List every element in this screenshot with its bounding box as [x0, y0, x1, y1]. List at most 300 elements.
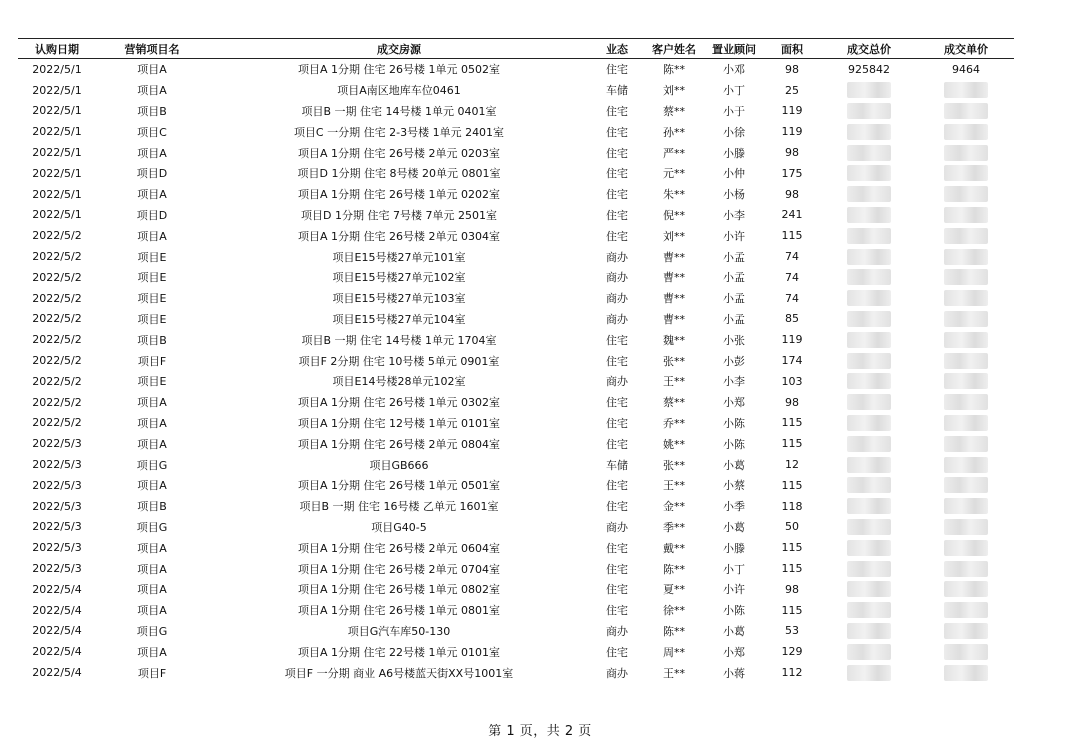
- cell-date: 2022/5/1: [32, 208, 82, 222]
- cell-agent: 小滕: [723, 541, 745, 555]
- cell-unit: 项目A 1分期 住宅 26号楼 1单元 0801室: [298, 604, 500, 618]
- table-row: [18, 205, 1014, 226]
- redacted-value: [847, 415, 891, 431]
- table-row: [18, 537, 1014, 558]
- cell-agent: 小蔡: [723, 479, 745, 493]
- cell-total: [820, 121, 918, 142]
- redacted-value: [847, 540, 891, 556]
- cell-area: 115: [781, 229, 803, 243]
- table-row: [18, 142, 1014, 163]
- cell-type: 住宅: [606, 479, 628, 493]
- cell-unit: 项目B 一期 住宅 14号楼 1单元 0401室: [301, 104, 497, 118]
- redacted-value: [944, 353, 988, 369]
- redacted-value: [847, 519, 891, 535]
- header-customer: 客户姓名: [644, 39, 704, 59]
- cell-total: [820, 350, 918, 371]
- table-row: [18, 329, 1014, 350]
- cell-unit: 项目A 1分期 住宅 26号楼 1单元 0502室: [298, 63, 500, 77]
- cell-date: 2022/5/3: [32, 562, 82, 576]
- cell-unit: 项目GB666: [369, 458, 429, 472]
- cell-date: 2022/5/4: [32, 603, 82, 617]
- cell-date: 2022/5/2: [32, 250, 82, 264]
- sales-table: [18, 38, 1014, 683]
- cell-date: 2022/5/1: [32, 62, 82, 76]
- cell-agent: 小张: [723, 333, 745, 347]
- cell-customer: 王**: [663, 666, 685, 680]
- redacted-value: [847, 665, 891, 681]
- cell-date: 2022/5/1: [32, 187, 82, 201]
- cell-type: 住宅: [606, 583, 628, 597]
- cell-type: 商办: [606, 624, 628, 638]
- cell-unit: 项目A南区地库车位0461: [337, 84, 461, 98]
- redacted-value: [944, 124, 988, 140]
- cell-date: 2022/5/2: [32, 416, 82, 430]
- cell-price: [918, 163, 1014, 184]
- cell-project: 项目B: [137, 104, 167, 118]
- cell-customer: 王**: [663, 479, 685, 493]
- redacted-value: [847, 602, 891, 618]
- cell-customer: 陈**: [663, 624, 685, 638]
- cell-unit: 项目F 一分期 商业 A6号楼蓝天街XX号1001室: [284, 666, 514, 680]
- cell-type: 住宅: [606, 541, 628, 555]
- redacted-value: [847, 581, 891, 597]
- cell-customer: 夏**: [663, 583, 685, 597]
- table-row: [18, 662, 1014, 683]
- cell-total: [820, 413, 918, 434]
- cell-price: [918, 329, 1014, 350]
- cell-type: 住宅: [606, 604, 628, 618]
- cell-total: [820, 600, 918, 621]
- redacted-value: [847, 290, 891, 306]
- cell-project: 项目A: [137, 541, 167, 555]
- cell-unit: 项目E14号楼28单元102室: [332, 375, 466, 389]
- cell-price: [918, 288, 1014, 309]
- cell-project: 项目B: [137, 500, 167, 514]
- cell-total: [820, 225, 918, 246]
- cell-price: [918, 350, 1014, 371]
- cell-total: [820, 662, 918, 683]
- redacted-value: [944, 477, 988, 493]
- cell-total: [820, 496, 918, 517]
- redacted-value: [944, 82, 988, 98]
- cell-price: [918, 246, 1014, 267]
- cell-unit: 项目E15号楼27单元102室: [332, 271, 466, 285]
- cell-area: 112: [781, 666, 803, 679]
- cell-date: 2022/5/1: [32, 83, 82, 97]
- cell-price: [918, 621, 1014, 642]
- cell-price: [918, 142, 1014, 163]
- cell-price: [918, 392, 1014, 413]
- cell-area: 74: [785, 291, 799, 305]
- redacted-value: [944, 581, 988, 597]
- page-footer: 第 1 页，共 2 页: [488, 724, 592, 739]
- cell-project: 项目A: [137, 396, 167, 410]
- cell-agent: 小彭: [723, 354, 745, 368]
- cell-date: 2022/5/4: [32, 624, 82, 638]
- cell-area: 174: [781, 354, 803, 368]
- cell-customer: 季**: [663, 520, 685, 534]
- redacted-value: [944, 665, 988, 681]
- cell-price: [918, 475, 1014, 496]
- cell-customer: 曹**: [663, 312, 685, 326]
- header-project: 营销项目名: [96, 39, 208, 59]
- cell-type: 住宅: [606, 500, 628, 514]
- table-row: [18, 288, 1014, 309]
- cell-customer: 蔡**: [663, 104, 685, 118]
- cell-project: 项目A: [137, 146, 167, 160]
- cell-price: [918, 413, 1014, 434]
- cell-total: [820, 433, 918, 454]
- table-body: [18, 59, 1014, 683]
- cell-project: 项目G: [136, 624, 168, 638]
- cell-agent: 小孟: [723, 312, 745, 326]
- cell-agent: 小葛: [723, 624, 745, 638]
- redacted-value: [847, 477, 891, 493]
- table-row: [18, 101, 1014, 122]
- cell-agent: 小杨: [723, 188, 745, 202]
- cell-area: 98: [785, 582, 799, 596]
- cell-agent: 小孟: [723, 250, 745, 264]
- cell-price: [918, 600, 1014, 621]
- cell-project: 项目A: [137, 479, 167, 493]
- cell-type: 住宅: [606, 188, 628, 202]
- cell-customer: 曹**: [663, 271, 685, 285]
- cell-project: 项目A: [137, 583, 167, 597]
- cell-project: 项目A: [137, 188, 167, 202]
- cell-date: 2022/5/2: [32, 229, 82, 243]
- redacted-value: [847, 561, 891, 577]
- redacted-value: [847, 103, 891, 119]
- cell-area: 119: [781, 104, 803, 118]
- cell-unit: 项目C 一分期 住宅 2-3号楼 1单元 2401室: [293, 125, 505, 139]
- table-row: [18, 267, 1014, 288]
- cell-date: 2022/5/1: [32, 125, 82, 139]
- table-row: [18, 309, 1014, 330]
- cell-date: 2022/5/3: [32, 437, 82, 451]
- redacted-value: [944, 290, 988, 306]
- redacted-value: [944, 415, 988, 431]
- cell-project: 项目A: [137, 84, 167, 98]
- cell-type: 住宅: [606, 437, 628, 451]
- cell-total: [820, 142, 918, 163]
- cell-unit: 项目F 2分期 住宅 10号楼 5单元 0901室: [298, 354, 500, 368]
- cell-price: [918, 454, 1014, 475]
- redacted-value: [847, 165, 891, 181]
- cell-date: 2022/5/1: [32, 146, 82, 160]
- cell-agent: 小蒋: [723, 666, 745, 680]
- redacted-value: [944, 498, 988, 514]
- cell-agent: 小陈: [723, 416, 745, 430]
- cell-unit: 项目E15号楼27单元101室: [332, 250, 466, 264]
- cell-type: 车储: [606, 84, 628, 98]
- cell-total: [820, 641, 918, 662]
- redacted-value: [847, 623, 891, 639]
- cell-type: 住宅: [606, 125, 628, 139]
- cell-unit: 项目A 1分期 住宅 26号楼 2单元 0604室: [298, 541, 500, 555]
- cell-price: [918, 433, 1014, 454]
- cell-unit: 项目D 1分期 住宅 8号楼 20单元 0801室: [297, 167, 501, 181]
- cell-date: 2022/5/1: [32, 166, 82, 180]
- cell-total: [820, 101, 918, 122]
- cell-date: 2022/5/2: [32, 354, 82, 368]
- table-row: [18, 59, 1014, 80]
- cell-project: 项目D: [136, 208, 168, 222]
- cell-unit: 项目D 1分期 住宅 7号楼 7单元 2501室: [301, 208, 497, 222]
- cell-total: [820, 80, 918, 101]
- redacted-value: [944, 145, 988, 161]
- cell-date: 2022/5/2: [32, 291, 82, 305]
- cell-price: [918, 517, 1014, 538]
- cell-unit: 项目E15号楼27单元104室: [332, 312, 466, 326]
- cell-agent: 小陈: [723, 437, 745, 451]
- cell-project: 项目A: [137, 63, 167, 77]
- cell-date: 2022/5/2: [32, 395, 82, 409]
- cell-type: 住宅: [606, 229, 628, 243]
- redacted-value: [944, 103, 988, 119]
- redacted-value: [847, 269, 891, 285]
- cell-area: 175: [781, 166, 803, 180]
- cell-date: 2022/5/2: [32, 333, 82, 347]
- cell-customer: 元**: [663, 167, 685, 181]
- cell-type: 商办: [606, 271, 628, 285]
- cell-type: 住宅: [606, 104, 628, 118]
- cell-total: [820, 205, 918, 226]
- redacted-value: [847, 124, 891, 140]
- cell-price: [918, 184, 1014, 205]
- table-header-row: [18, 39, 1014, 59]
- header-agent: 置业顾问: [704, 39, 764, 59]
- cell-project: 项目F: [137, 354, 167, 368]
- cell-unit: 项目A 1分期 住宅 26号楼 2单元 0804室: [298, 437, 500, 451]
- redacted-value: [944, 332, 988, 348]
- cell-area: 12: [785, 458, 799, 472]
- cell-type: 住宅: [606, 146, 628, 160]
- cell-customer: 朱**: [663, 188, 685, 202]
- cell-customer: 刘**: [663, 84, 685, 98]
- cell-customer: 陈**: [663, 63, 685, 77]
- cell-price: [918, 579, 1014, 600]
- redacted-value: [847, 311, 891, 327]
- cell-unit: 项目A 1分期 住宅 26号楼 2单元 0304室: [298, 229, 500, 243]
- header-unit: 成交房源: [208, 39, 590, 59]
- cell-total: [820, 517, 918, 538]
- cell-agent: 小孟: [723, 271, 745, 285]
- cell-project: 项目E: [137, 292, 167, 306]
- cell-unit: 项目A 1分期 住宅 26号楼 2单元 0704室: [298, 562, 500, 576]
- redacted-value: [944, 602, 988, 618]
- redacted-value: [944, 519, 988, 535]
- cell-total: [820, 454, 918, 475]
- cell-price: [918, 309, 1014, 330]
- cell-area: 129: [781, 645, 803, 659]
- cell-agent: 小丁: [723, 84, 745, 98]
- cell-agent: 小孟: [723, 292, 745, 306]
- redacted-value: [944, 311, 988, 327]
- cell-date: 2022/5/4: [32, 666, 82, 679]
- cell-area: 25: [785, 83, 799, 97]
- redacted-value: [847, 145, 891, 161]
- cell-customer: 倪**: [663, 208, 685, 222]
- cell-type: 商办: [606, 666, 628, 680]
- redacted-value: [944, 373, 988, 389]
- cell-project: 项目A: [137, 416, 167, 430]
- cell-customer: 曹**: [663, 292, 685, 306]
- cell-type: 商办: [606, 292, 628, 306]
- cell-customer: 王**: [663, 375, 685, 389]
- table-row: [18, 392, 1014, 413]
- cell-type: 商办: [606, 375, 628, 389]
- cell-area: 53: [785, 624, 799, 638]
- cell-date: 2022/5/4: [32, 645, 82, 659]
- redacted-value: [847, 249, 891, 265]
- table-row: [18, 350, 1014, 371]
- redacted-value: [847, 332, 891, 348]
- cell-agent: 小丁: [723, 562, 745, 576]
- cell-agent: 小郑: [723, 396, 745, 410]
- cell-agent: 小许: [723, 583, 745, 597]
- cell-price: [918, 121, 1014, 142]
- cell-total: [820, 475, 918, 496]
- cell-unit: 项目A 1分期 住宅 26号楼 1单元 0202室: [298, 188, 500, 202]
- cell-unit: 项目A 1分期 住宅 22号楼 1单元 0101室: [298, 645, 500, 659]
- cell-total: [820, 163, 918, 184]
- cell-date: 2022/5/3: [32, 499, 82, 513]
- cell-project: 项目E: [137, 375, 167, 389]
- cell-total: [820, 558, 918, 579]
- redacted-value: [847, 644, 891, 660]
- cell-customer: 严**: [663, 146, 685, 160]
- cell-area: 115: [781, 416, 803, 430]
- cell-price: [918, 371, 1014, 392]
- table-row: [18, 371, 1014, 392]
- cell-area: 115: [781, 478, 803, 492]
- cell-area: 115: [781, 437, 803, 451]
- cell-unit: 项目G汽车库50-130: [347, 624, 451, 638]
- table-row: [18, 184, 1014, 205]
- table-row: [18, 600, 1014, 621]
- table-row: [18, 496, 1014, 517]
- table-row: [18, 246, 1014, 267]
- cell-price: [918, 101, 1014, 122]
- cell-total: [820, 246, 918, 267]
- cell-date: 2022/5/4: [32, 582, 82, 596]
- cell-agent: 小滕: [723, 146, 745, 160]
- cell-total: [820, 309, 918, 330]
- cell-total: [820, 392, 918, 413]
- cell-customer: 徐**: [663, 604, 685, 618]
- cell-project: 项目E: [137, 250, 167, 264]
- table-row: [18, 621, 1014, 642]
- redacted-value: [944, 165, 988, 181]
- redacted-value: [944, 228, 988, 244]
- cell-area: 103: [781, 374, 803, 388]
- cell-area: 118: [781, 499, 803, 513]
- cell-project: 项目G: [136, 458, 168, 472]
- cell-project: 项目A: [137, 562, 167, 576]
- table-row: [18, 433, 1014, 454]
- redacted-value: [944, 207, 988, 223]
- cell-date: 2022/5/3: [32, 520, 82, 534]
- cell-price: [918, 80, 1014, 101]
- cell-price: [918, 496, 1014, 517]
- redacted-value: [847, 228, 891, 244]
- redacted-value: [944, 623, 988, 639]
- cell-type: 住宅: [606, 416, 628, 430]
- cell-area: 74: [785, 270, 799, 284]
- cell-agent: 小葛: [723, 458, 745, 472]
- cell-area: 115: [781, 562, 803, 576]
- cell-agent: 小许: [723, 229, 745, 243]
- redacted-value: [847, 207, 891, 223]
- cell-area: 241: [781, 208, 803, 222]
- redacted-value: [944, 249, 988, 265]
- cell-agent: 小李: [723, 208, 745, 222]
- cell-customer: 曹**: [663, 250, 685, 264]
- redacted-value: [847, 436, 891, 452]
- cell-date: 2022/5/3: [32, 478, 82, 492]
- cell-type: 住宅: [606, 562, 628, 576]
- redacted-value: [847, 394, 891, 410]
- table-row: [18, 225, 1014, 246]
- cell-customer: 张**: [663, 354, 685, 368]
- cell-price: [918, 558, 1014, 579]
- cell-agent: 小仲: [723, 167, 745, 181]
- cell-agent: 小郑: [723, 645, 745, 659]
- cell-unit: 项目A 1分期 住宅 26号楼 1单元 0302室: [298, 396, 500, 410]
- cell-area: 74: [785, 250, 799, 264]
- cell-agent: 小葛: [723, 520, 745, 534]
- cell-total: 925842: [848, 62, 890, 76]
- cell-total: [820, 537, 918, 558]
- cell-type: 商办: [606, 520, 628, 534]
- cell-type: 住宅: [606, 333, 628, 347]
- cell-type: 住宅: [606, 208, 628, 222]
- cell-date: 2022/5/2: [32, 270, 82, 284]
- table-row: [18, 413, 1014, 434]
- cell-type: 商办: [606, 312, 628, 326]
- cell-area: 119: [781, 125, 803, 139]
- cell-total: [820, 579, 918, 600]
- cell-unit: 项目A 1分期 住宅 12号楼 1单元 0101室: [298, 416, 500, 430]
- table-row: [18, 80, 1014, 101]
- cell-unit: 项目B 一期 住宅 14号楼 1单元 1704室: [301, 333, 497, 347]
- cell-type: 住宅: [606, 167, 628, 181]
- cell-customer: 乔**: [663, 416, 685, 430]
- cell-price: [918, 267, 1014, 288]
- cell-total: [820, 621, 918, 642]
- cell-customer: 刘**: [663, 229, 685, 243]
- redacted-value: [944, 644, 988, 660]
- cell-unit: 项目G40-5: [371, 520, 427, 534]
- cell-project: 项目E: [137, 312, 167, 326]
- cell-customer: 孙**: [663, 125, 685, 139]
- cell-total: [820, 184, 918, 205]
- header-date: 认购日期: [18, 39, 96, 59]
- cell-area: 98: [785, 395, 799, 409]
- table-row: [18, 641, 1014, 662]
- cell-unit: 项目A 1分期 住宅 26号楼 2单元 0203室: [298, 146, 500, 160]
- table-row: [18, 517, 1014, 538]
- cell-project: 项目G: [136, 520, 168, 534]
- cell-area: 85: [785, 312, 799, 326]
- cell-price: [918, 225, 1014, 246]
- cell-project: 项目F: [137, 666, 167, 680]
- redacted-value: [944, 394, 988, 410]
- redacted-value: [944, 561, 988, 577]
- table-row: [18, 454, 1014, 475]
- cell-price: [918, 662, 1014, 683]
- cell-price: [918, 205, 1014, 226]
